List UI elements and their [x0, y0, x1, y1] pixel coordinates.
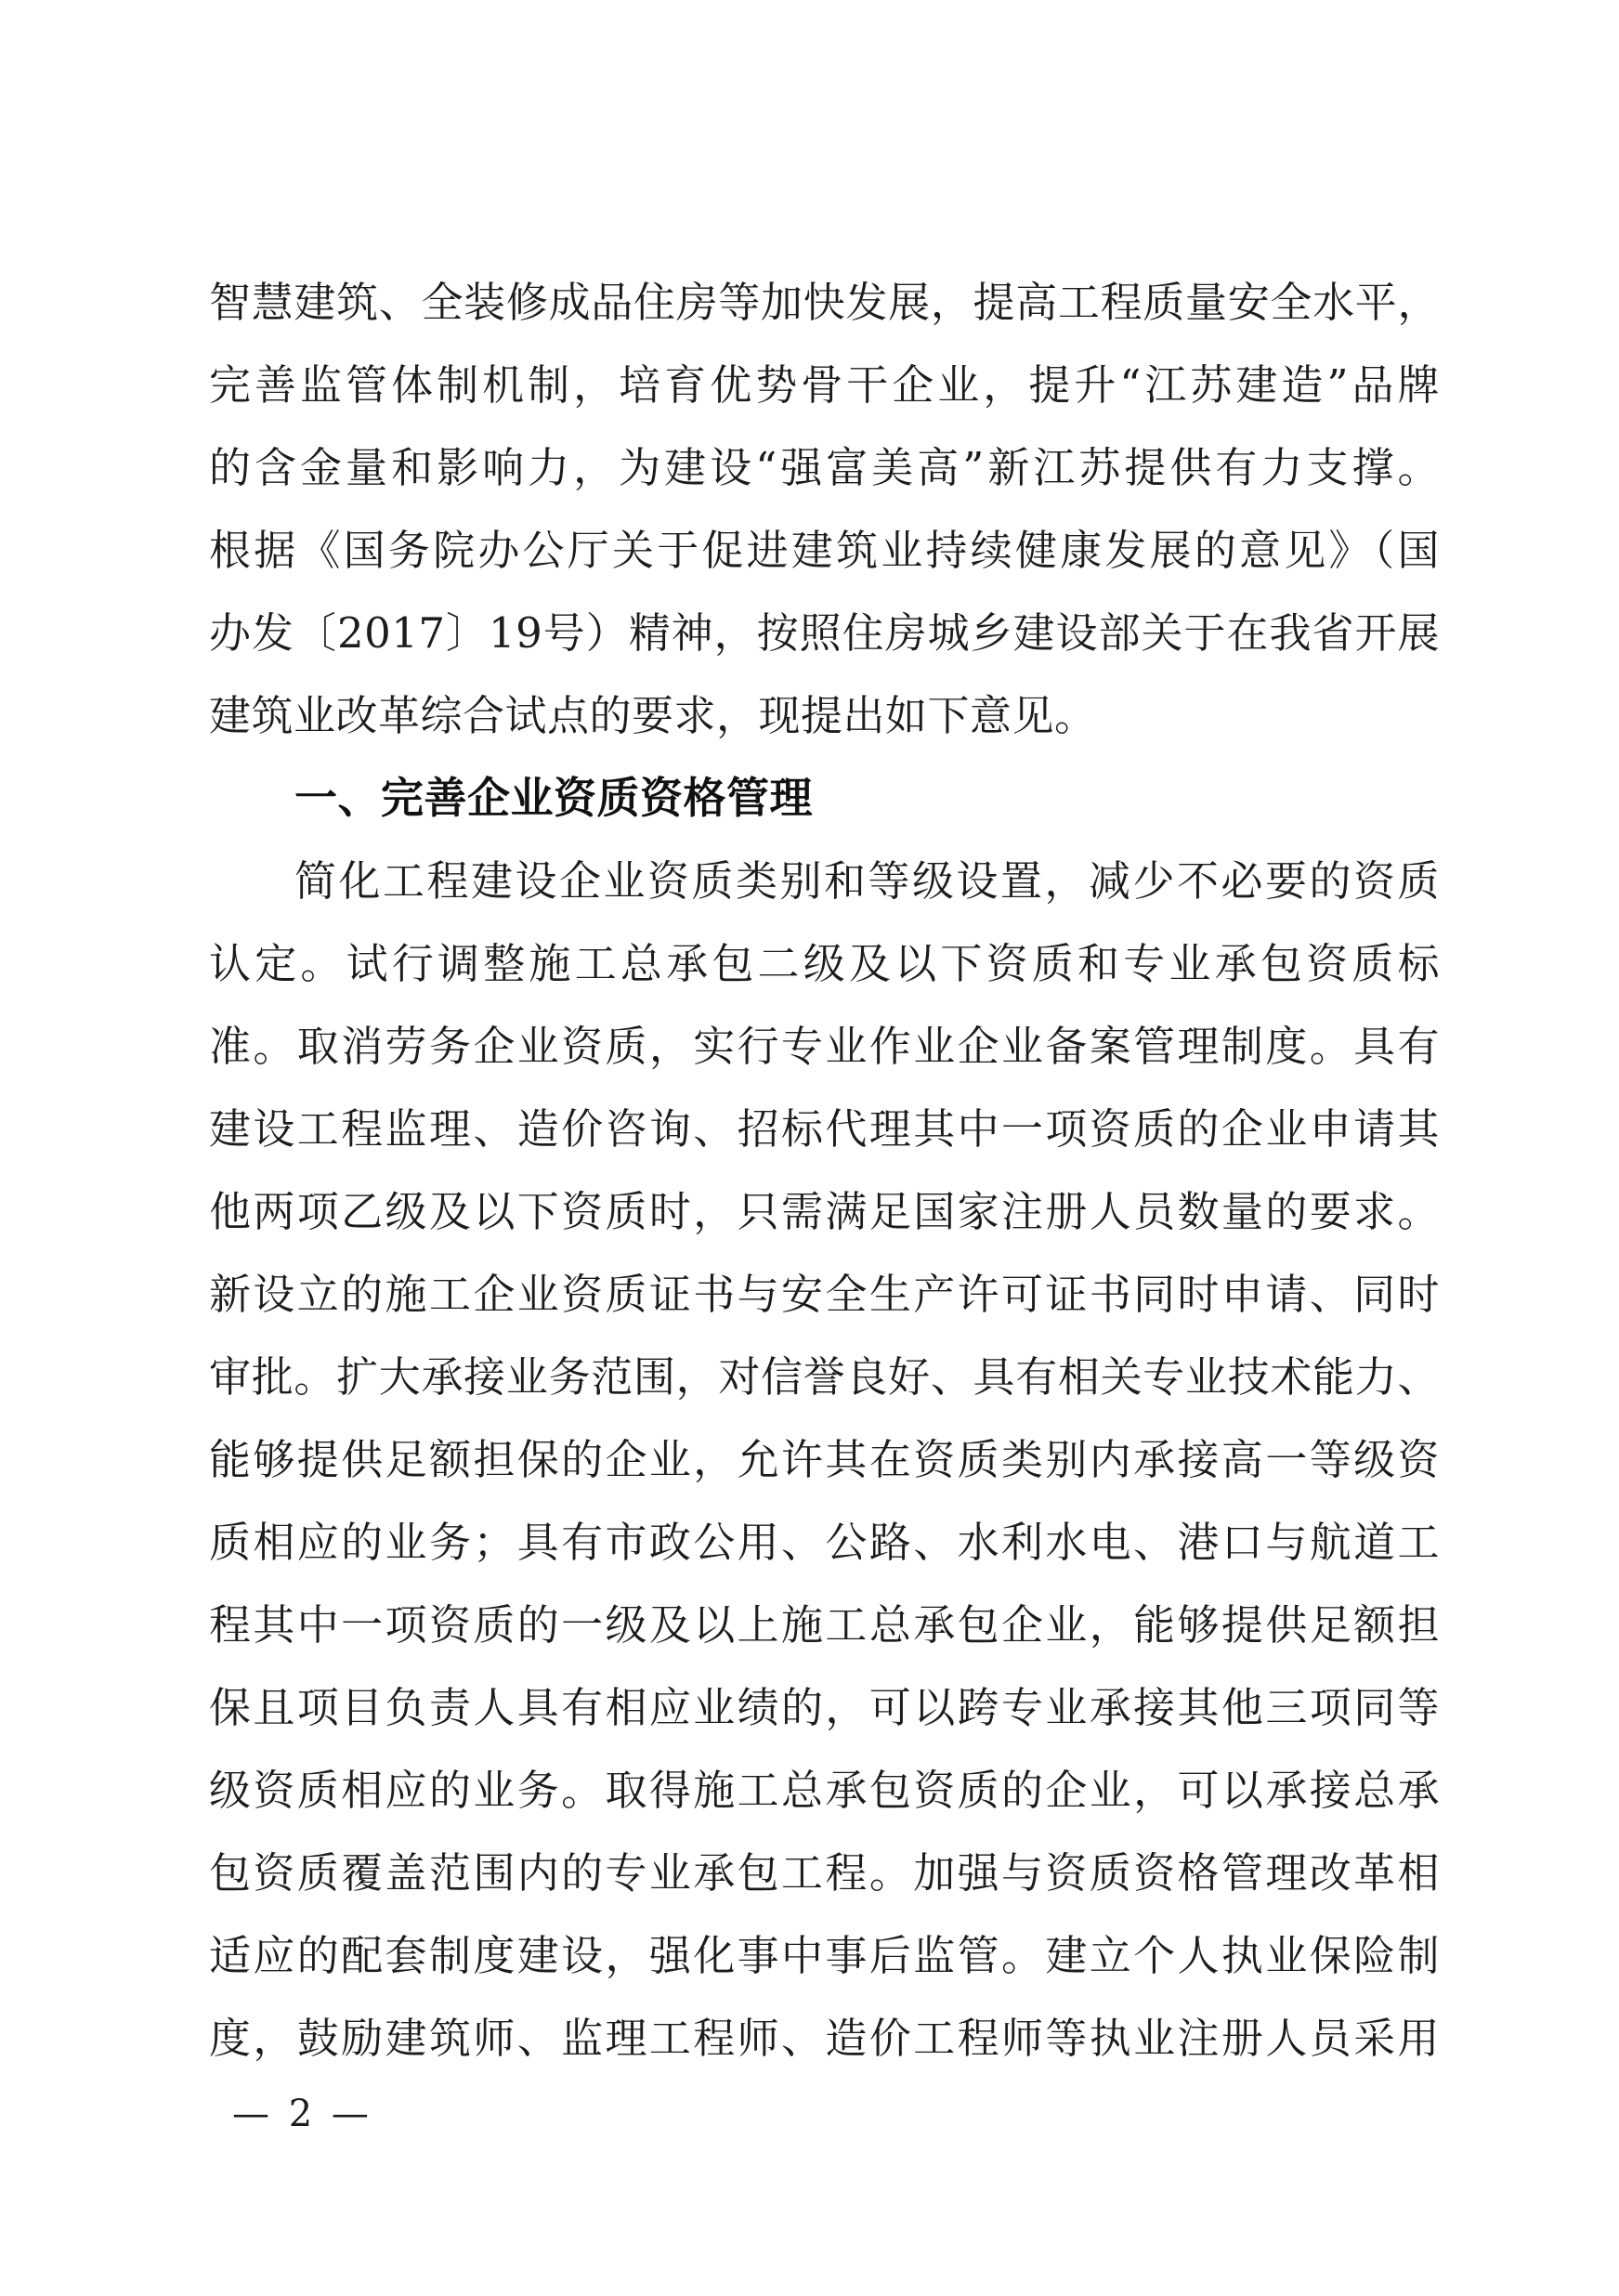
text-line: 认定。试行调整施工总承包二级及以下资质和专业承包资质标: [209, 939, 1440, 988]
text-line: 的含金量和影响力，为建设“强富美高”新江苏提供有力支撑。: [209, 443, 1440, 492]
text-line: 建设工程监理、造价咨询、招标代理其中一项资质的企业申请其: [209, 1104, 1440, 1154]
text-line: 审批。扩大承接业务范围，对信誉良好、具有相关专业技术能力、: [209, 1352, 1440, 1402]
text-line: 度，鼓励建筑师、监理工程师、造价工程师等执业注册人员采用: [209, 2014, 1440, 2063]
text-line: 包资质覆盖范围内的专业承包工程。加强与资质资格管理改革相: [209, 1848, 1440, 1898]
text-line: 智慧建筑、全装修成品住房等加快发展，提高工程质量安全水平，: [209, 278, 1440, 327]
text-line: 保且项目负责人具有相应业绩的，可以跨专业承接其他三项同等: [209, 1683, 1440, 1732]
text-line: 根据《国务院办公厅关于促进建筑业持续健康发展的意见》（国: [209, 526, 1440, 575]
text-line: 办发〔2017〕19号）精神，按照住房城乡建设部关于在我省开展: [209, 608, 1440, 658]
text-block: [209, 261, 1440, 2080]
page-number: — 2 —: [232, 2093, 369, 2135]
text-line: 简化工程建设企业资质类别和等级设置，减少不必要的资质: [294, 856, 1440, 906]
text-line: 质相应的业务；具有市政公用、公路、水利水电、港口与航道工: [209, 1518, 1440, 1567]
text-line: 完善监管体制机制，培育优势骨干企业，提升“江苏建造”品牌: [209, 360, 1440, 410]
text-line: 新设立的施工企业资质证书与安全生产许可证书同时申请、同时: [209, 1270, 1440, 1319]
text-line: 他两项乙级及以下资质时，只需满足国家注册人员数量的要求。: [209, 1187, 1440, 1236]
text-line: 适应的配套制度建设，强化事中事后监管。建立个人执业保险制: [209, 1931, 1440, 1980]
text-line: 准。取消劳务企业资质，实行专业作业企业备案管理制度。具有: [209, 1022, 1440, 1071]
text-line: 能够提供足额担保的企业，允许其在资质类别内承接高一等级资: [209, 1435, 1440, 1484]
text-line: 程其中一项资质的一级及以上施工总承包企业，能够提供足额担: [209, 1600, 1440, 1650]
text-line: 建筑业改革综合试点的要求，现提出如下意见。: [209, 691, 1097, 740]
text-line: 级资质相应的业务。取得施工总承包资质的企业，可以承接总承: [209, 1766, 1440, 1815]
section-heading: 一、完善企业资质资格管理: [294, 773, 813, 823]
